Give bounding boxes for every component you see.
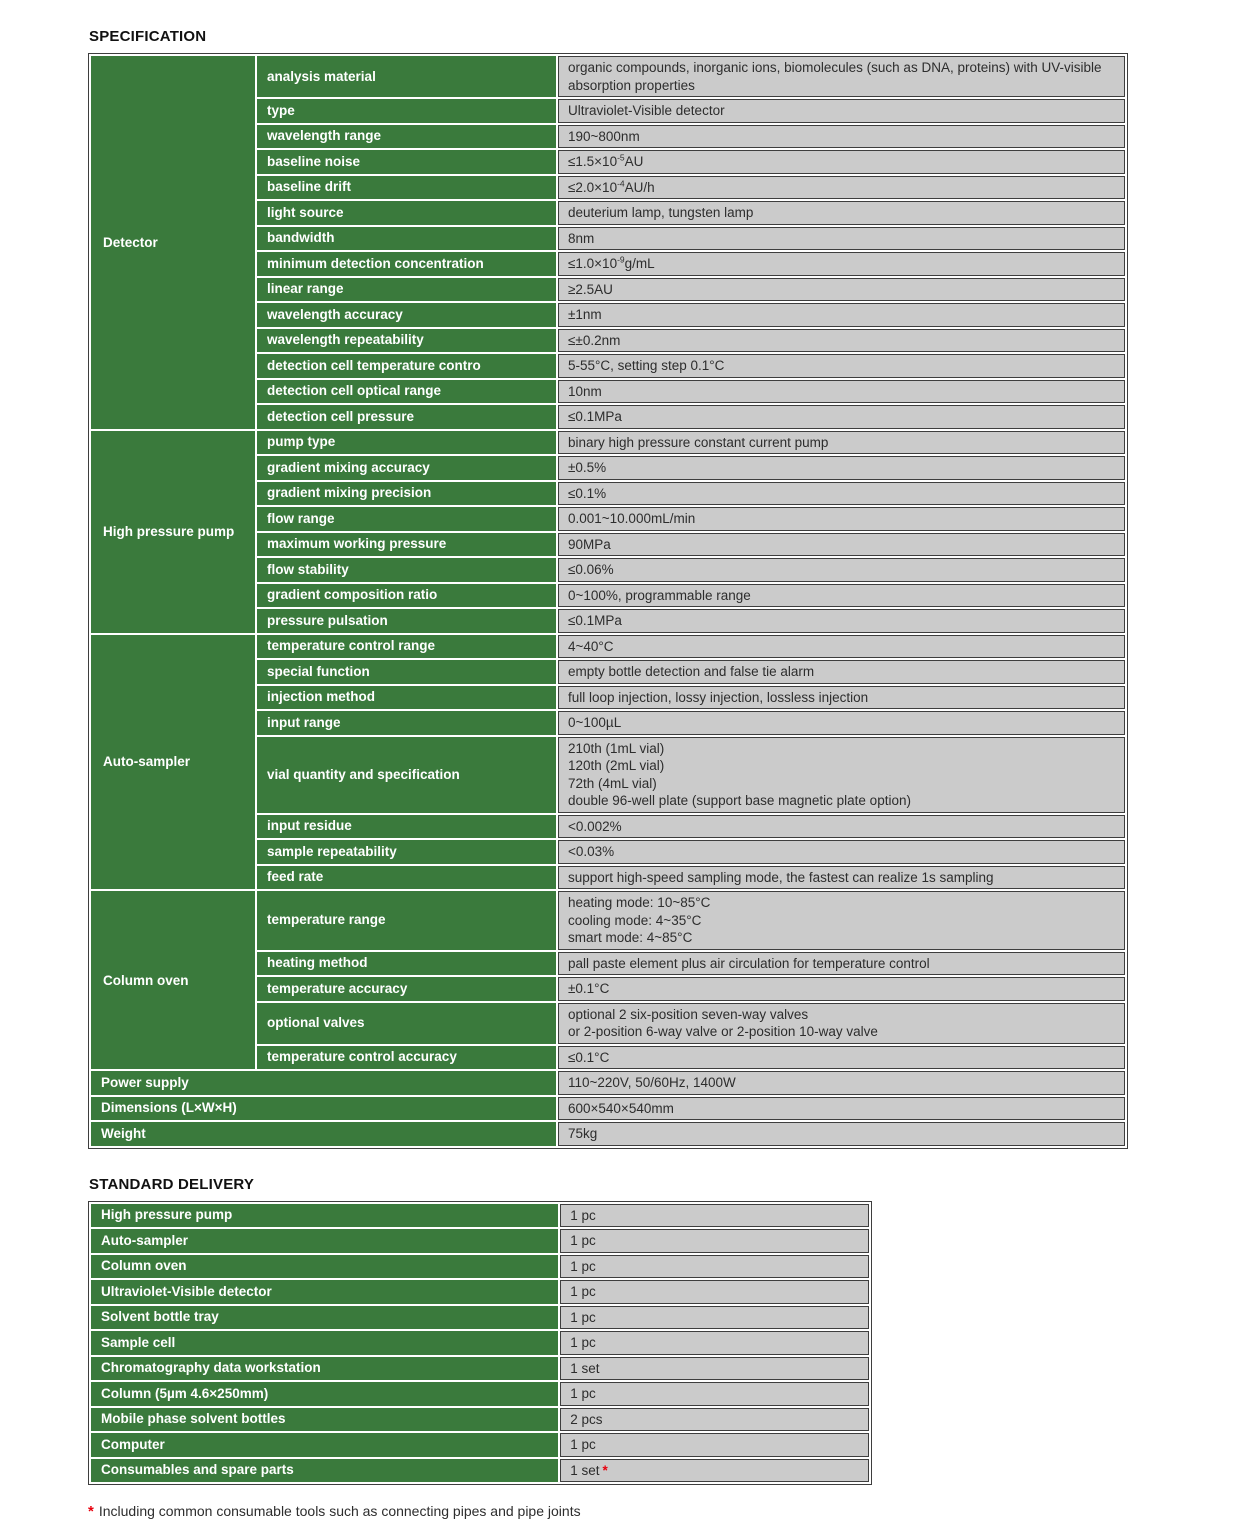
value-line: or 2-position 6-way valve or 2-position 10-way valve: [568, 1024, 878, 1039]
delivery-item-cell: Sample cell: [91, 1331, 558, 1355]
spec-group-cell: High pressure pump: [91, 431, 255, 633]
spec-label-cell: sample repeatability: [257, 840, 556, 864]
spec-value-cell: ≤0.1%: [558, 482, 1125, 506]
spec-value-cell: ≤0.1MPa: [558, 609, 1125, 633]
spec-label-cell: temperature accuracy: [257, 977, 556, 1001]
delivery-qty-value: 1 pc: [570, 1207, 596, 1223]
delivery-qty-cell: [560, 1331, 869, 1355]
spec-label-cell: wavelength repeatability: [257, 329, 556, 353]
spec-value-cell: [558, 737, 1125, 813]
spec-label-cell: temperature control accuracy: [257, 1046, 556, 1070]
spec-label-cell: input range: [257, 711, 556, 735]
spec-group-cell: Detector: [91, 56, 255, 429]
delivery-qty-cell: [560, 1306, 869, 1330]
delivery-row: [91, 1280, 869, 1304]
spec-value-cell: full loop injection, lossy injection, lossless injection: [558, 686, 1125, 710]
value-fragment: ≤1.0×10: [568, 256, 618, 271]
delivery-qty-value: 1 pc: [570, 1258, 596, 1274]
spec-group-cell: Column oven: [91, 891, 255, 1069]
delivery-row: [91, 1255, 869, 1279]
spec-label-cell: vial quantity and specification: [257, 737, 556, 813]
standard-delivery-heading: STANDARD DELIVERY: [89, 1175, 255, 1193]
spec-value-cell: empty bottle detection and false tie alarm: [558, 660, 1125, 684]
spec-value-cell: 600×540×540mm: [558, 1097, 1125, 1121]
delivery-row: [91, 1459, 869, 1483]
value-line: 210th (1mL vial): [568, 740, 665, 756]
value-line: double 96-well plate (support base magnetic plate option): [568, 793, 911, 808]
spec-label-cell: maximum working pressure: [257, 533, 556, 557]
spec-label-cell: flow stability: [257, 558, 556, 582]
spec-value-cell: binary high pressure constant current pump: [558, 431, 1125, 455]
footnote: [88, 1503, 1241, 1520]
delivery-table: [88, 1201, 872, 1486]
spec-value-cell: 4~40°C: [558, 635, 1125, 659]
delivery-qty-cell: [560, 1408, 869, 1432]
spec-value-cell: 190~800nm: [558, 125, 1125, 149]
spec-value-cell: 5-55°C, setting step 0.1°C: [558, 354, 1125, 378]
delivery-qty-value: 1 pc: [570, 1233, 596, 1248]
spec-value-cell: [558, 1003, 1125, 1044]
delivery-qty-value: 1 pc: [570, 1386, 596, 1401]
spec-label-cell: heating method: [257, 952, 556, 976]
value-exponent: -9: [617, 254, 625, 265]
delivery-qty-value: 1 pc: [570, 1437, 596, 1452]
delivery-item-cell: High pressure pump: [91, 1204, 558, 1228]
delivery-row: [91, 1357, 869, 1381]
spec-label-cell: gradient composition ratio: [257, 584, 556, 608]
spec-label-cell: input residue: [257, 815, 556, 839]
value-line: cooling mode: 4~35°C: [568, 912, 702, 928]
spec-row: [91, 635, 1125, 659]
spec-value-cell: organic compounds, inorganic ions, biomolecules (such as DNA, proteins) with UV-visible absorption properties: [558, 56, 1125, 97]
spec-value-cell: <0.03%: [558, 840, 1125, 864]
spec-value-cell: 110~220V, 50/60Hz, 1400W: [558, 1071, 1125, 1095]
specification-heading: SPECIFICATION: [89, 28, 207, 45]
value-fragment: ≤1.5×10: [568, 154, 618, 169]
spec-value-cell: ±0.5%: [558, 456, 1125, 480]
spec-value-cell: pall paste element plus air circulation for temperature control: [558, 952, 1125, 976]
spec-value-cell: [558, 176, 1125, 200]
spec-value-cell: ≥2.5AU: [558, 278, 1125, 302]
spec-label-cell: light source: [257, 201, 556, 225]
spec-row: [91, 891, 1125, 950]
value-fragment: g/mL: [624, 256, 655, 271]
spec-label-cell: gradient mixing precision: [257, 482, 556, 506]
spec-label-cell: optional valves: [257, 1003, 556, 1044]
footnote-text: Including common consumable tools such as connecting pipes and pipe joints: [98, 1503, 581, 1519]
spec-value-cell: ≤0.1°C: [558, 1046, 1125, 1070]
delivery-qty-value: 2 pcs: [570, 1411, 603, 1427]
delivery-qty-value: 1 pc: [570, 1309, 596, 1325]
delivery-item-cell: Mobile phase solvent bottles: [91, 1408, 558, 1432]
spec-value-cell: [558, 891, 1125, 950]
delivery-qty-cell: [560, 1229, 869, 1253]
delivery-item-cell: Computer: [91, 1433, 558, 1457]
delivery-qty-value: 1 pc: [570, 1335, 596, 1350]
value-fragment: AU: [624, 154, 644, 169]
value-fragment: ≤2.0×10: [568, 179, 618, 195]
delivery-item-cell: Solvent bottle tray: [91, 1306, 558, 1330]
value-line: smart mode: 4~85°C: [568, 930, 693, 945]
value-line: heating mode: 10~85°C: [568, 895, 711, 910]
delivery-item-cell: Ultraviolet-Visible detector: [91, 1280, 558, 1304]
value-exponent: -5: [617, 152, 625, 163]
spec-value-cell: ≤0.1MPa: [558, 405, 1125, 429]
spec-label-cell: feed rate: [257, 866, 556, 890]
delivery-qty-cell: [560, 1280, 869, 1304]
spec-value-cell: 90MPa: [558, 533, 1125, 557]
delivery-row: [91, 1408, 869, 1432]
delivery-item-cell: Consumables and spare parts: [91, 1459, 558, 1483]
spec-value-cell: 0.001~10.000mL/min: [558, 507, 1125, 531]
delivery-qty-cell: [560, 1255, 869, 1279]
spec-footer-row: [91, 1071, 1125, 1095]
spec-label-cell: pump type: [257, 431, 556, 455]
delivery-item-cell: Auto-sampler: [91, 1229, 558, 1253]
spec-value-cell: ≤0.06%: [558, 558, 1125, 582]
delivery-table-body: [91, 1204, 869, 1483]
spec-group-cell: Auto-sampler: [91, 635, 255, 890]
specification-table: [88, 53, 1128, 1149]
spec-label-cell: temperature range: [257, 891, 556, 950]
specification-table-body: [91, 56, 1125, 1146]
delivery-qty-cell: [560, 1459, 869, 1483]
spec-footer-label-cell: Power supply: [91, 1071, 556, 1095]
spec-label-cell: bandwidth: [257, 227, 556, 251]
spec-value-cell: 8nm: [558, 227, 1125, 251]
spec-footer-label-cell: Dimensions (L×W×H): [91, 1097, 556, 1121]
spec-value-cell: 75kg: [558, 1122, 1125, 1146]
delivery-item-cell: Chromatography data workstation: [91, 1357, 558, 1381]
value-line: 120th (2mL vial): [568, 758, 665, 773]
spec-footer-row: [91, 1122, 1125, 1146]
delivery-row: [91, 1433, 869, 1457]
footnote-asterisk-icon: *: [88, 1503, 94, 1520]
delivery-qty-value: 1 set: [570, 1360, 600, 1376]
value-line: optional 2 six-position seven-way valves: [568, 1006, 809, 1022]
spec-label-cell: minimum detection concentration: [257, 252, 556, 276]
spec-label-cell: wavelength range: [257, 125, 556, 149]
spec-value-cell: <0.002%: [558, 815, 1125, 839]
delivery-row: [91, 1229, 869, 1253]
spec-value-cell: ±0.1°C: [558, 977, 1125, 1001]
delivery-qty-cell: [560, 1204, 869, 1228]
spec-footer-row: [91, 1097, 1125, 1121]
delivery-item-cell: Column (5µm 4.6×250mm): [91, 1382, 558, 1406]
spec-label-cell: baseline drift: [257, 176, 556, 200]
spec-value-cell: [558, 252, 1125, 276]
spec-label-cell: detection cell temperature contro: [257, 354, 556, 378]
spec-label-cell: pressure pulsation: [257, 609, 556, 633]
delivery-row: [91, 1331, 869, 1355]
spec-value-cell: support high-speed sampling mode, the fastest can realize 1s sampling: [558, 866, 1125, 890]
spec-label-cell: gradient mixing accuracy: [257, 456, 556, 480]
spec-label-cell: detection cell pressure: [257, 405, 556, 429]
spec-value-cell: 10nm: [558, 380, 1125, 404]
spec-value-cell: [558, 150, 1125, 174]
delivery-qty-value: 1 set: [570, 1462, 600, 1478]
spec-value-cell: Ultraviolet-Visible detector: [558, 99, 1125, 123]
spec-value-cell: deuterium lamp, tungsten lamp: [558, 201, 1125, 225]
spec-value-cell: ±1nm: [558, 303, 1125, 327]
spec-label-cell: temperature control range: [257, 635, 556, 659]
delivery-qty-cell: [560, 1382, 869, 1406]
spec-label-cell: analysis material: [257, 56, 556, 97]
value-fragment: AU/h: [624, 179, 655, 195]
spec-label-cell: wavelength accuracy: [257, 303, 556, 327]
delivery-qty-cell: [560, 1357, 869, 1381]
spec-label-cell: injection method: [257, 686, 556, 710]
delivery-qty-cell: [560, 1433, 869, 1457]
spec-label-cell: baseline noise: [257, 150, 556, 174]
spec-label-cell: linear range: [257, 278, 556, 302]
delivery-qty-value: 1 pc: [570, 1284, 596, 1299]
spec-row: [91, 431, 1125, 455]
spec-label-cell: special function: [257, 660, 556, 684]
delivery-asterisk-icon: *: [602, 1462, 608, 1478]
spec-row: [91, 56, 1125, 97]
spec-value-cell: ≤±0.2nm: [558, 329, 1125, 353]
delivery-item-cell: Column oven: [91, 1255, 558, 1279]
spec-value-cell: 0~100µL: [558, 711, 1125, 735]
delivery-row: [91, 1204, 869, 1228]
spec-label-cell: flow range: [257, 507, 556, 531]
value-line: 72th (4mL vial): [568, 775, 657, 791]
spec-value-cell: 0~100%, programmable range: [558, 584, 1125, 608]
delivery-row: [91, 1306, 869, 1330]
spec-label-cell: type: [257, 99, 556, 123]
spec-label-cell: detection cell optical range: [257, 380, 556, 404]
spec-footer-label-cell: Weight: [91, 1122, 556, 1146]
delivery-row: [91, 1382, 869, 1406]
value-exponent: -4: [617, 178, 625, 188]
